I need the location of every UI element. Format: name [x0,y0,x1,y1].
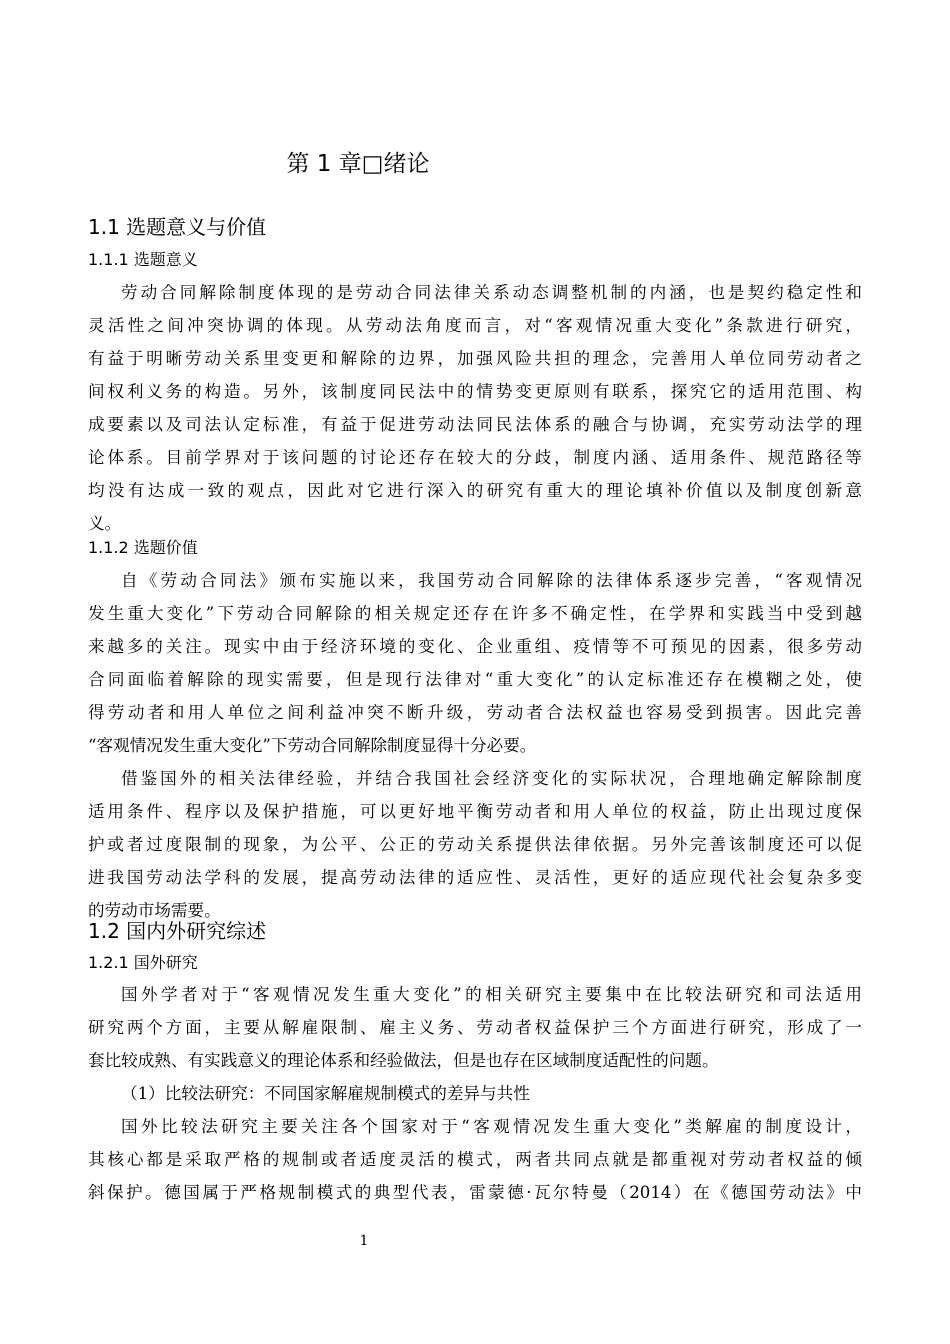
text-line: 间权利义务的构造。另外，该制度同民法中的情势变更原则有联系，探究它的适用范围、构 [88,382,862,401]
text-line: 义。 [88,514,122,533]
text-line: 借鉴国外的相关法律经验，并结合我国社会经济变化的实际状况，合理地确定解除制度 [121,769,862,788]
text-line: 研究两个方面，主要从解雇限制、雇主义务、劳动者权益保护三个方面进行研究，形成了一 [88,1018,862,1037]
paragraph-topic-significance [88,276,862,540]
text-line: 劳动合同解除制度体现的是劳动合同法律关系动态调整机制的内涵，也是契约稳定性和 [121,283,862,302]
chapter-title: 第 1 章□绪论 [286,151,430,177]
text-line: 国外学者对于“客观情况发生重大变化”的相关研究主要集中在比较法研究和司法适用 [121,985,862,1004]
text-line: 套比较成熟、有实践意义的理论体系和经验做法，但是也存在区域制度适配性的问题。 [88,1051,719,1070]
paragraph-topic-value-1 [88,564,862,762]
text-line: 来越多的关注。现实中由于经济环境的变化、企业重组、疫情等不可预见的因素，很多劳动 [88,637,862,656]
page-number: 1 [359,1233,369,1249]
text-line: 的劳动市场需要。 [88,901,221,920]
text-line: 护或者过度限制的现象，为公平、公正的劳动关系提供法律依据。另外完善该制度还可以促 [88,835,862,854]
text-line: 国外比较法研究主要关注各个国家对于“客观情况发生重大变化”类解雇的制度设计， [121,1117,862,1136]
text-line: “客观情况发生重大变化”下劳动合同解除制度显得十分必要。 [88,736,537,755]
text-line: 均没有达成一致的观点，因此对它进行深入的研究有重大的理论填补价值以及制度创新意 [88,481,862,500]
text-line: 进我国劳动法学科的发展，提高劳动法律的适应性、灵活性，更好的适应现代社会复杂多变 [88,868,862,887]
paragraph-comparative-law [88,1110,862,1209]
subsection-heading-1-1-2: 1.1.2 选题价值 [88,538,198,557]
subsection-heading-1-2-1: 1.2.1 国外研究 [88,953,198,972]
text-line: 适用条件、程序以及保护措施，可以更好地平衡劳动者和用人单位的权益，防止出现过度保 [88,802,862,821]
text-line: 论体系。目前学界对于该问题的讨论还存在较大的分歧，制度内涵、适用条件、规范路径等 [88,448,862,467]
text-line: 自《劳动合同法》颁布实施以来，我国劳动合同解除的法律体系逐步完善，“客观情况 [121,571,862,590]
sub-heading-comparative-law [88,1077,862,1110]
subsection-heading-1-1-1: 1.1.1 选题意义 [88,250,198,269]
section-heading-1-1: 1.1 选题意义与价值 [88,215,267,239]
text-line: 斜保护。德国属于严格规制模式的典型代表，雷蒙德·瓦尔特曼（2014）在《德国劳动法》中 [88,1183,862,1202]
text-line: 成要素以及司法认定标准，有益于促进劳动法同民法体系的融合与协调，充实劳动法学的理 [88,415,862,434]
paragraph-foreign-research [88,978,862,1077]
text-line: 其核心都是采取严格的规制或者适度灵活的模式，两者共同点就是都重视对劳动者权益的倾 [88,1150,862,1169]
paragraph-topic-value-2 [88,762,862,927]
text-line: 有益于明晰劳动关系里变更和解除的边界，加强风险共担的理念，完善用人单位同劳动者之 [88,349,862,368]
text-line: （1）比较法研究：不同国家解雇规制模式的差异与共性 [121,1084,530,1103]
text-line: 发生重大变化”下劳动合同解除的相关规定还存在许多不确定性，在学界和实践当中受到越 [88,604,862,623]
text-line: 得劳动者和用人单位之间利益冲突不断升级，劳动者合法权益也容易受到损害。因此完善 [88,703,862,722]
section-heading-1-2: 1.2 国内外研究综述 [88,919,267,943]
text-line: 合同面临着解除的现实需要，但是现行法律对“重大变化”的认定标准还存在模糊之处，使 [88,670,862,689]
text-line: 灵活性之间冲突协调的体现。从劳动法角度而言，对“客观情况重大变化”条款进行研究， [88,316,862,335]
